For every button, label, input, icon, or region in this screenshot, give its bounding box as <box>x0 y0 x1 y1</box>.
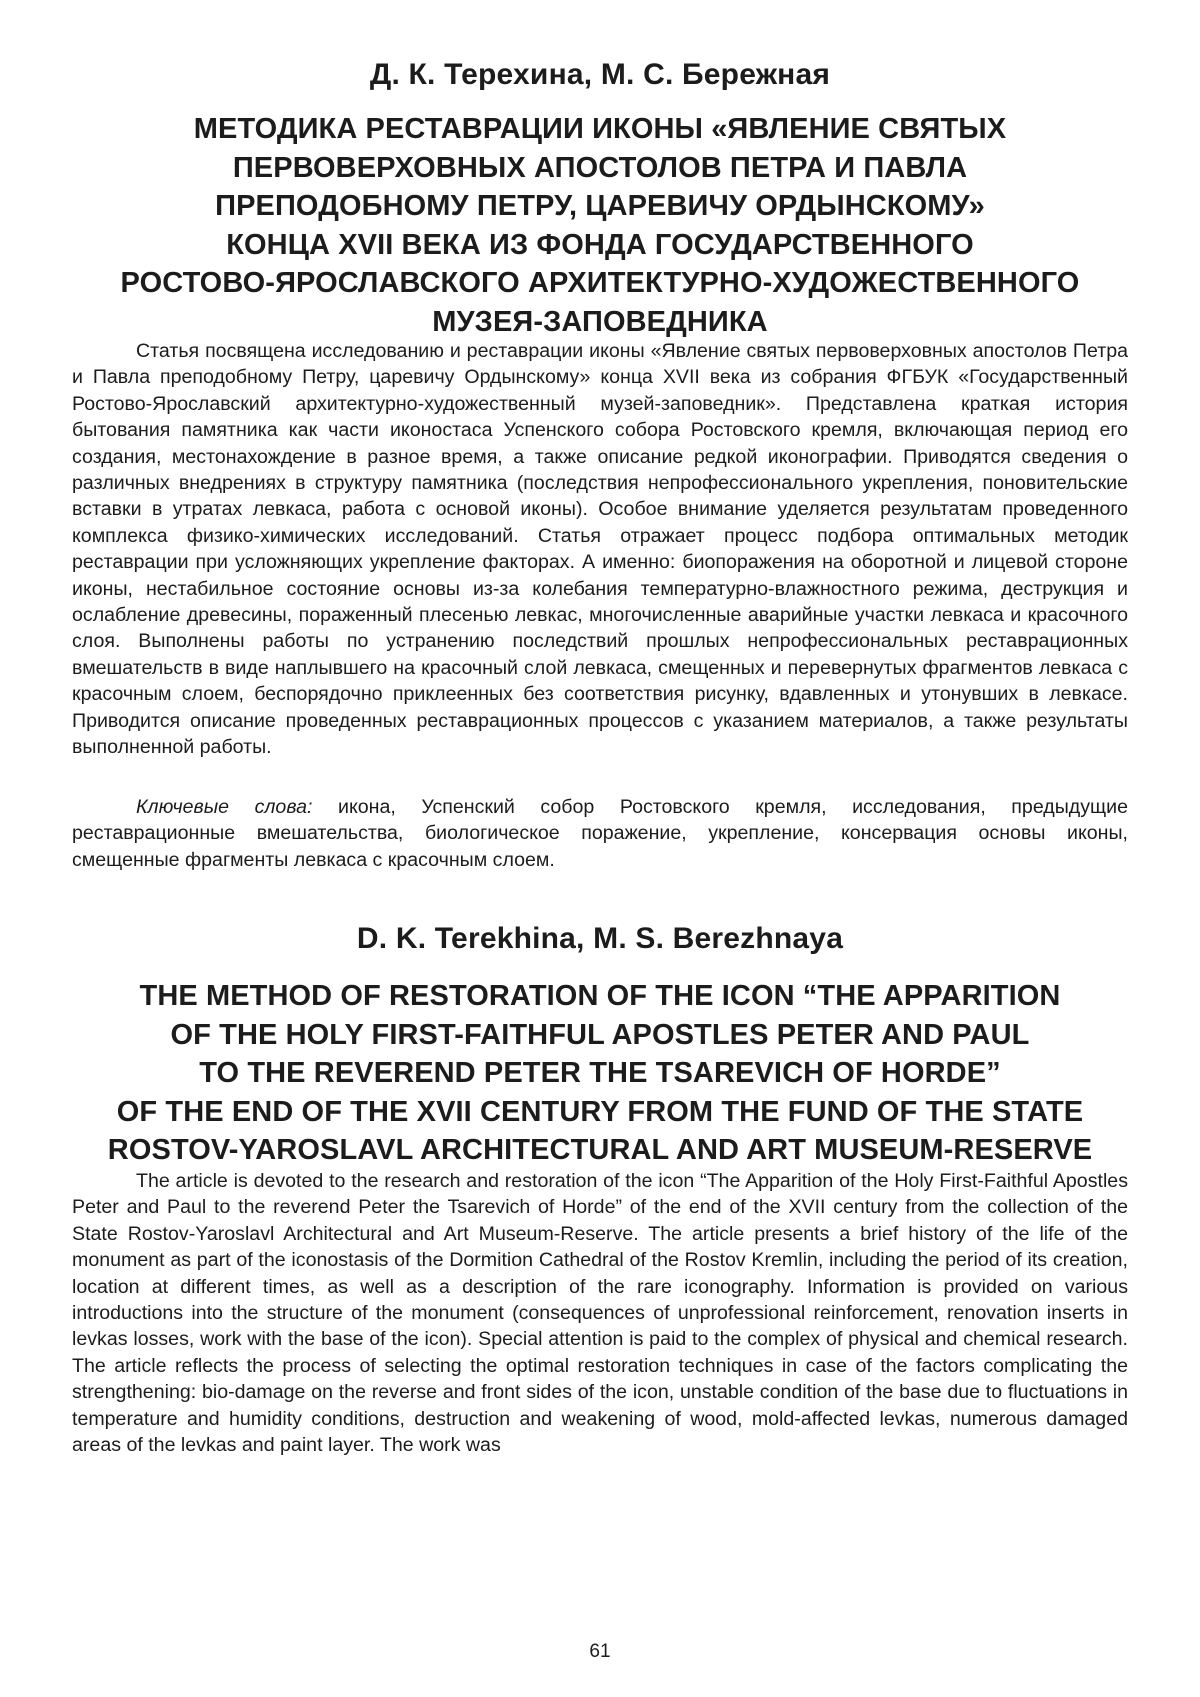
en-title-line: THE METHOD OF RESTORATION OF THE ICON “THE APPARITION <box>139 980 1061 1012</box>
ru-title-line: ПЕРВОВЕРХОВНЫХ АПОСТОЛОВ ПЕТРА И ПАВЛА <box>232 151 968 184</box>
ru-title-line: РОСТОВО-ЯРОСЛАВСКОГО АРХИТЕКТУРНО-ХУДОЖЕСТВЕННОГО <box>120 267 1080 299</box>
ru-title <box>72 110 1128 341</box>
en-title-line: TO THE REVEREND PETER THE TSAREVICH OF HORDE” <box>199 1057 1001 1089</box>
ru-keywords <box>72 794 1128 873</box>
en-title-line: OF THE END OF THE XVII CENTURY FROM THE FUND OF THE STATE <box>116 1095 1084 1128</box>
page <box>72 0 1128 1697</box>
en-abstract: The article is devoted to the research and restoration of the icon “The Apparition of the Holy First-Faithful Apostles Peter and Paul to the reverend Peter the Tsarevich of Horde” of the end of the XVII century from the collection of the State Rostov-Yaroslavl Architectural and Art Museum-Reserve. The article presents a brief history of the life of the monument as part of the iconostasis of the Dormition Cathedral of the Rostov Kremlin, including the period of its creation, location at different times, as well as a description of the rare iconography. Information is provided on various introductions into the structure of the monument (consequences of unprofessional reinforcement, renovation inserts in levkas losses, work with the base of the icon). Special attention is paid to the complex of physical and chemical research. The article reflects the process of selecting the optimal restoration techniques in case of the factors complicating the strengthening: bio-damage on the reverse and front sides of the icon, unstable condition of the base due to fluctuations in temperature and humidity conditions, destruction and weakening of wood, mold-affected levkas, numerous damaged areas of the levkas and paint layer. The work was <box>72 1170 1128 1457</box>
ru-title-line: МУЗЕЯ-ЗАПОВЕДНИКА <box>432 305 768 338</box>
en-authors: D. K. Terekhina, M. S. Berezhnaya <box>356 922 844 955</box>
ru-title-line: КОНЦА XVII ВЕКА ИЗ ФОНДА ГОСУДАРСТВЕННОГО <box>226 228 974 261</box>
en-title-line: ROSTOV-YAROSLAVL ARCHITECTURAL AND ART MUSEUM-RESERVE <box>107 1134 1093 1166</box>
en-title-line: OF THE HOLY FIRST-FAITHFUL APOSTLES PETER AND PAUL <box>170 1018 1030 1051</box>
ru-abstract: Статья посвящена исследованию и реставрации иконы «Явление святых первоверховных апостолов Петра и Павла преподобному Петру, царевичу Ордынскому» конца XVII века из собрания ФГБУК «Государственный Ростово-Ярославский архитектурно-художественный музей-заповедник». Представлена краткая история бытования памятника как части иконостаса Успенского собора Ростовского кремля, включающая период его создания, местонахождение в разное время, а также описание редкой иконографии. Приводятся сведения о различных внедрениях в структуру памятника (последствия непрофессионального укрепления, поновительские вставки в утратах левкаса, работа с основой иконы). Особое внимание уделяется результатам проведенного комплекса физико-химических исследований. Статья отражает процесс подбора оптимальных методик реставрации при усложняющих укрепление факторах. А именно: биопоражения на оборотной и лицевой стороне иконы, нестабильное состояние основы из-за колебания температурно-влажностного режима, деструкция и ослабление древесины, пораженный плесенью левкас, многочисленные аварийные участки левкаса и красочного слоя. Выполнены работы по устранению последствий прошлых непрофессиональных реставрационных вмешательств в виде наплывшего на красочный слой левкаса, смещенных и перевернутых фрагментов левкаса с красочным слоем, беспорядочно приклеенных без соответствия рисунку, вдавленных и утонувших в левкасе. Приводится описание проведенных реставрационных процессов с указанием материалов, а также результаты выполненной работы. <box>72 340 1128 759</box>
keywords-text: икона, Успенский собор Ростовского кремля, исследования, предыдущие реставрационные вмешательства, биологическое поражение, укрепление, консервация основы иконы, смещенные фрагменты левкаса с красочным слоем. <box>72 796 1128 871</box>
page-number: 61 <box>589 1641 611 1662</box>
ru-authors: Д. К. Терехина, М. С. Бережная <box>369 58 831 91</box>
ru-title-line: МЕТОДИКА РЕСТАВРАЦИИ ИКОНЫ «ЯВЛЕНИЕ СВЯТЫХ <box>193 113 1007 145</box>
keywords-label: Ключевые слова: <box>136 796 313 818</box>
ru-title-line: ПРЕПОДОБНОМУ ПЕТРУ, ЦАРЕВИЧУ ОРДЫНСКОМУ» <box>215 190 985 222</box>
en-title <box>72 977 1128 1170</box>
